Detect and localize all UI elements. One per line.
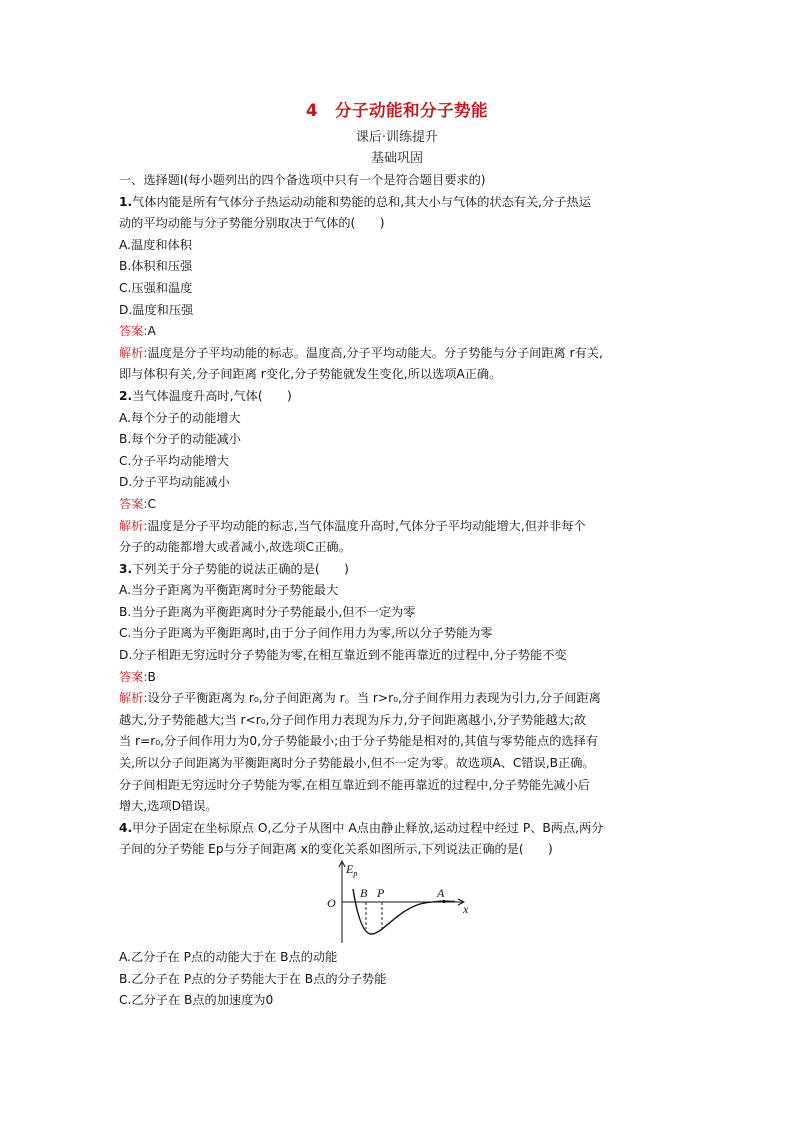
question-3-option-d: D.分子相距无穷远时分子势能为零,在相互靠近到不能再靠近的过程中,分子势能不变: [119, 648, 567, 663]
question-number: 3.: [119, 561, 133, 576]
point-p-label: P: [377, 886, 385, 900]
question-3-option-c: C.当分子距离为平衡距离时,由于分子间作用力为零,所以分子势能为零: [119, 626, 493, 641]
analysis-label: 解析:: [119, 518, 148, 533]
question-2-option-d: D.分子平均动能减小: [119, 475, 230, 490]
question-1-stem-line: 1.气体内能是所有气体分子热运动动能和势能的总和,其大小与气体的状态有关,分子热运: [119, 194, 591, 209]
page-title: 4 分子动能和分子势能: [306, 101, 488, 120]
question-1-answer: 答案:A: [119, 324, 156, 339]
answer-label: 答案:: [119, 324, 148, 339]
question-3-analysis-line: 增大,选项D错误。: [119, 799, 218, 814]
question-3-analysis-line: 当 r=r₀,分子间作用力为0,分子势能最小;由于分子势能是相对的,其值与零势能点的选择有: [119, 734, 599, 749]
question-3-analysis-line: 分子间相距无穷远时分子势能为零,在相互靠近到不能再靠近的过程中,分子势能先减小后: [119, 777, 590, 792]
analysis-label: 解析:: [119, 345, 148, 360]
origin-label: O: [327, 896, 336, 910]
potential-energy-figure: [119, 861, 679, 947]
potential-energy-graph: [325, 859, 475, 945]
question-2-analysis-line: 解析:温度是分子平均动能的标志,当气体温度升高时,气体分子平均动能增大,但并非每个: [119, 518, 586, 533]
question-3-option-b: B.当分子距离为平衡距离时分子势能最小,但不一定为零: [119, 604, 416, 619]
question-1-option-a: A.温度和体积: [119, 237, 192, 252]
question-1-option-c: C.压强和温度: [119, 280, 193, 295]
question-number: 2.: [119, 388, 133, 403]
x-axis-label: x: [463, 902, 469, 916]
question-3-stem-line: 3.下列关于分子势能的说法正确的是( ): [119, 561, 349, 576]
question-1-analysis-line: 解析:温度是分子平均动能的标志。温度高,分子平均动能大。分子势能与分子间距离 r有关,: [119, 345, 603, 360]
analysis-label: 解析:: [119, 691, 148, 706]
question-1-analysis-line: 即与体积有关,分子间距离 r变化,分子势能就发生变化,所以选项A正确。: [119, 367, 502, 382]
question-2-analysis-line: 分子的动能都增大或者减小,故选项C正确。: [119, 540, 351, 555]
question-content: [119, 170, 679, 1012]
question-2-answer: 答案:C: [119, 496, 156, 511]
answer-label: 答案:: [119, 496, 148, 511]
point-b-label: B: [360, 886, 368, 900]
question-4-option-a: A.乙分子在 P点的动能大于在 B点的动能: [119, 950, 338, 964]
question-number: 1.: [119, 194, 133, 209]
question-4-option-c: C.乙分子在 B点的加速度为0: [119, 993, 274, 1008]
question-4-stem-line: 4.甲分子固定在坐标原点 O,乙分子从图中 A点由静止释放,运动过程中经过 P、B两点,两分: [119, 820, 604, 835]
point-a-dot: [442, 900, 445, 903]
question-3-answer: 答案:B: [119, 669, 156, 684]
question-2-stem-line: 2.当气体温度升高时,气体( ): [119, 388, 292, 403]
page-subtitle: 课后·训练提升: [355, 130, 439, 145]
section-title: 基础巩固: [370, 151, 423, 166]
point-a-label: A: [437, 886, 445, 900]
part-heading: 一、选择题Ⅰ(每小题列出的四个备选项中只有一个是符合题目要求的): [119, 173, 486, 187]
question-1-stem-line: 动的平均动能与分子势能分别取决于气体的( ): [119, 216, 385, 231]
question-1-option-d: D.温度和压强: [119, 302, 194, 317]
question-4-option-b: B.乙分子在 P点的分子势能大于在 B点的分子势能: [119, 971, 387, 986]
question-3-option-a: A.当分子距离为平衡距离时分子势能最大: [119, 583, 339, 598]
question-2-option-c: C.分子平均动能增大: [119, 453, 229, 468]
question-3-analysis-line: 越大,分子势能越大;当 r<r₀,分子间作用力表现为斥力,分子间距离越小,分子势能越大;故: [119, 712, 587, 727]
ep-axis-label: $E_p$: [346, 862, 358, 878]
answer-label: 答案:: [119, 669, 148, 684]
question-1-option-b: B.体积和压强: [119, 259, 193, 274]
question-3-analysis-line: 关,所以分子间距离为平衡距离时分子势能最小,但不一定为零。故选项A、C错误,B正确。: [119, 756, 595, 771]
question-number: 4.: [119, 820, 133, 835]
question-2-option-a: A.每个分子的动能增大: [119, 410, 241, 425]
question-3-analysis-line: 解析:设分子平衡距离为 r₀,分子间距离为 r。当 r>r₀,分子间作用力表现为引力,分子间距离: [119, 691, 601, 706]
question-4-stem-line: 子间的分子势能 Ep与分子间距离 x的变化关系如图所示,下列说法正确的是( ): [119, 842, 553, 857]
question-2-option-b: B.每个分子的动能减小: [119, 432, 241, 447]
